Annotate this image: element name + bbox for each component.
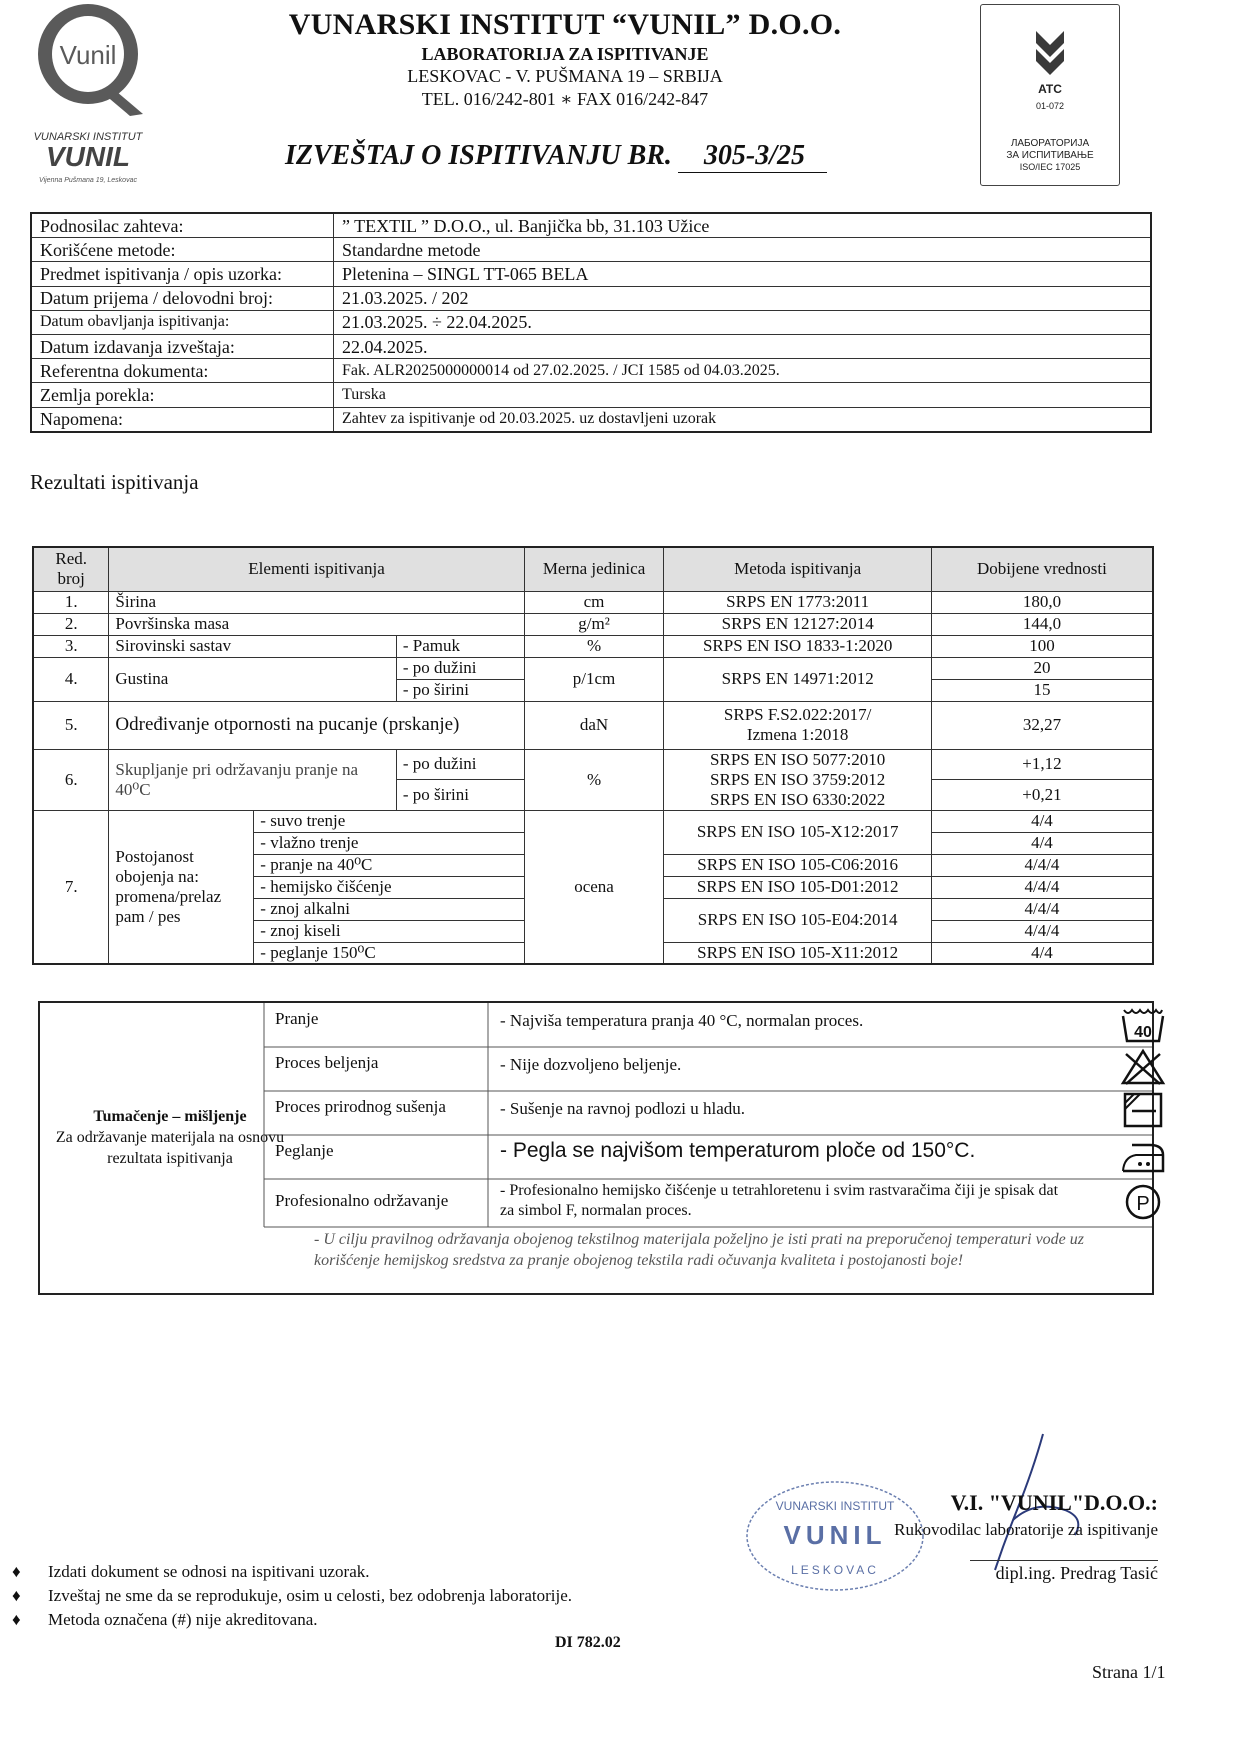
info-row: Korišćene metode: Standardne metode (31, 238, 1151, 262)
report-title: IZVEŠTAJ O ISPITIVANJU BR. 305-3/25 (285, 140, 827, 173)
table-row: - peglanje 150⁰C SRPS EN ISO 105-X11:2012 4/4 (33, 942, 1153, 964)
info-row: Podnosilac zahteva: ” TEXTIL ” D.O.O., ul. Banjička bb, 31.103 Užice (31, 213, 1151, 238)
svg-text:VUNIL: VUNIL (46, 141, 130, 172)
table-row: - znoj kiseli 4/4/4 (33, 920, 1153, 942)
care-text: - Sušenje na ravnoj podlozi u hladu. (500, 1099, 746, 1118)
dry-flat-shade-icon (1120, 1091, 1166, 1129)
list-item: ♦ Izveštaj ne sme da se reprodukuje, osim u celosti, bez odobrenja laboratorije. (12, 1586, 572, 1605)
table-row: 7. Postojanost obojenja na: promena/prelaz pam / pes - suvo trenje ocena SRPS EN ISO 105-X12:2017 4/4 (33, 810, 1153, 832)
list-item: ♦ Izdati dokument se odnosi na ispitivani uzorak. (12, 1562, 370, 1581)
list-item: ♦ Metoda označena (#) nije akreditovana. (12, 1610, 318, 1629)
table-row: - po širini +0,21 (33, 780, 1153, 811)
table-row: - pranje na 40⁰C SRPS EN ISO 105-C06:2016 4/4/4 (33, 854, 1153, 876)
table-row: 1. Širina cm SRPS EN 1773:2011 180,0 (33, 591, 1153, 613)
care-label: Proces prirodnog sušenja (275, 1097, 446, 1116)
atc-accreditation-icon (981, 5, 1119, 185)
info-row: Predmet ispitivanja / opis uzorka: Pletenina – SINGL TT-065 BELA (31, 262, 1151, 286)
results-table (32, 546, 1154, 965)
institute-phone: TEL. 016/242-801 ∗ FAX 016/242-847 (421, 89, 709, 109)
header-method: Metoda ispitivanja (664, 547, 932, 591)
table-row: - vlažno trenje 4/4 (33, 832, 1153, 854)
svg-text:LESKOVAC: LESKOVAC (791, 1563, 879, 1577)
svg-text:ЛАБОРАТОРИЈА: ЛАБОРАТОРИЈА (1010, 138, 1090, 149)
no-bleach-icon (1120, 1048, 1166, 1086)
care-label: Pranje (275, 1009, 319, 1028)
header-no: Red. broj (33, 547, 109, 591)
sample-info-table (30, 212, 1152, 433)
svg-text:VUNARSKI INSTITUT: VUNARSKI INSTITUT (775, 1499, 895, 1513)
svg-text:01-072: 01-072 (1035, 101, 1065, 111)
lab-name: LABORATORIJA ZA ISPITIVANJE (421, 44, 709, 64)
svg-text:VUNARSKI INSTITUT: VUNARSKI INSTITUT (33, 131, 143, 143)
dry-clean-p-icon (1120, 1183, 1166, 1221)
table-row: - po širini 15 (33, 679, 1153, 701)
institute-address: LESKOVAC - V. PUŠMANA 19 – SRBIJA (407, 66, 723, 86)
signature-company: V.I. "VUNIL"D.O.O.: (950, 1490, 1158, 1515)
table-row: 4. Gustina - po dužini p/1cm SRPS EN 14971:2012 20 (33, 657, 1153, 679)
signature-role: Rukovodilac laboratorije za ispitivanje (894, 1520, 1158, 1539)
report-number: 305-3/25 (678, 140, 827, 173)
info-row: Datum obavljanja ispitivanja: 21.03.2025. ÷ 22.04.2025. (31, 310, 1151, 334)
interpretation-title: Tumačenje – mišljenje Za održavanje materijala na osnovu rezultata ispitivanja (55, 1108, 285, 1167)
svg-text:P: P (1136, 1193, 1150, 1215)
svg-text:VUNIL: VUNIL (783, 1520, 887, 1550)
document-code: DI 782.02 (555, 1634, 621, 1651)
care-interpretation-box (38, 1001, 1154, 1295)
signature-block (890, 1490, 1158, 1584)
page-number: Strana 1/1 (1092, 1662, 1166, 1682)
institute-header (280, 8, 850, 110)
care-text: - Nije dozvoljeno beljenje. (500, 1055, 682, 1074)
header-value: Dobijene vrednosti (931, 547, 1153, 591)
info-row: Datum izdavanja izveštaja: 22.04.2025. (31, 334, 1151, 358)
signature-name: dipl.ing. Predrag Tasić (995, 1563, 1158, 1583)
care-text: - Pegla se najvišom temperaturom ploče od 150°C. (500, 1139, 976, 1162)
svg-text:Vunil: Vunil (59, 40, 117, 70)
care-note: - U cilju pravilnog održavanja obojenog tekstilnog materijala poželjno je isti prati na preporučenoj temperaturi vode uz korišćenje hemijskog sredstva za pranje obojenog tekstila radi očuvanja kvaliteta i postojanosti boje! (314, 1231, 1084, 1269)
header-element: Elementi ispitivanja (109, 547, 524, 591)
accreditation-badge (980, 4, 1120, 186)
vunil-logo-mark-icon (18, 2, 158, 187)
info-row: Napomena: Zahtev za ispitivanje od 20.03.2025. uz dostavljeni uzorak (31, 407, 1151, 432)
results-heading: Rezultati ispitivanja (30, 470, 199, 494)
care-text: - Profesionalno hemijsko čišćenje u tetrahloretenu i svim rastvaračima čiji je spisak dat za simbol F, normalan proces. (500, 1182, 1059, 1219)
table-row: - hemijsko čišćenje SRPS EN ISO 105-D01:2012 4/4/4 (33, 876, 1153, 898)
footer-notes (12, 1560, 572, 1632)
info-row: Datum prijema / delovodni broj: 21.03.2025. / 202 (31, 286, 1151, 310)
svg-text:ATC: ATC (1038, 82, 1062, 96)
svg-text:ЗА ИСПИТИВАЊЕ: ЗА ИСПИТИВАЊЕ (1006, 150, 1094, 161)
svg-text:40: 40 (1134, 1024, 1152, 1041)
table-row: 5. Određivanje otpornosti na pucanje (prskanje) daN SRPS F.S2.022:2017/ Izmena 1:2018 32,27 (33, 701, 1153, 749)
svg-text:Vijenna Pušmana 19, Leskovac: Vijenna Pušmana 19, Leskovac (39, 177, 137, 184)
wash-40-icon (1120, 1006, 1166, 1044)
svg-text:ISO/IEC 17025: ISO/IEC 17025 (1019, 162, 1081, 172)
table-row: 6. Skupljanje pri održavanju pranje na 40⁰C - po dužini % SRPS EN ISO 5077:2010 SRPS EN ISO 3759:2012 SRPS EN ISO 6330:2022 +1,12 (33, 749, 1153, 780)
care-label: Proces beljenja (275, 1053, 379, 1072)
info-row: Zemlja porekla: Turska (31, 383, 1151, 407)
header-unit: Merna jedinica (524, 547, 664, 591)
vunil-logo (18, 2, 158, 187)
results-header-row (33, 547, 1153, 591)
info-row: Referentna dokumenta: Fak. ALR2025000000014 od 27.02.2025. / JCI 1585 od 04.03.2025. (31, 359, 1151, 383)
care-label: Peglanje (275, 1141, 334, 1160)
table-row: 2. Površinska masa g/m² SRPS EN 12127:2014 144,0 (33, 613, 1153, 635)
care-label: Profesionalno održavanje (275, 1191, 449, 1210)
iron-150-icon (1120, 1137, 1166, 1175)
table-row: - znoj alkalni SRPS EN ISO 105-E04:2014 4/4/4 (33, 898, 1153, 920)
care-text: - Najviša temperatura pranja 40 °C, normalan proces. (500, 1011, 864, 1030)
table-row: 3. Sirovinski sastav - Pamuk % SRPS EN ISO 1833-1:2020 100 (33, 635, 1153, 657)
institute-name: VUNARSKI INSTITUT “VUNIL” D.O.O. (288, 8, 842, 41)
